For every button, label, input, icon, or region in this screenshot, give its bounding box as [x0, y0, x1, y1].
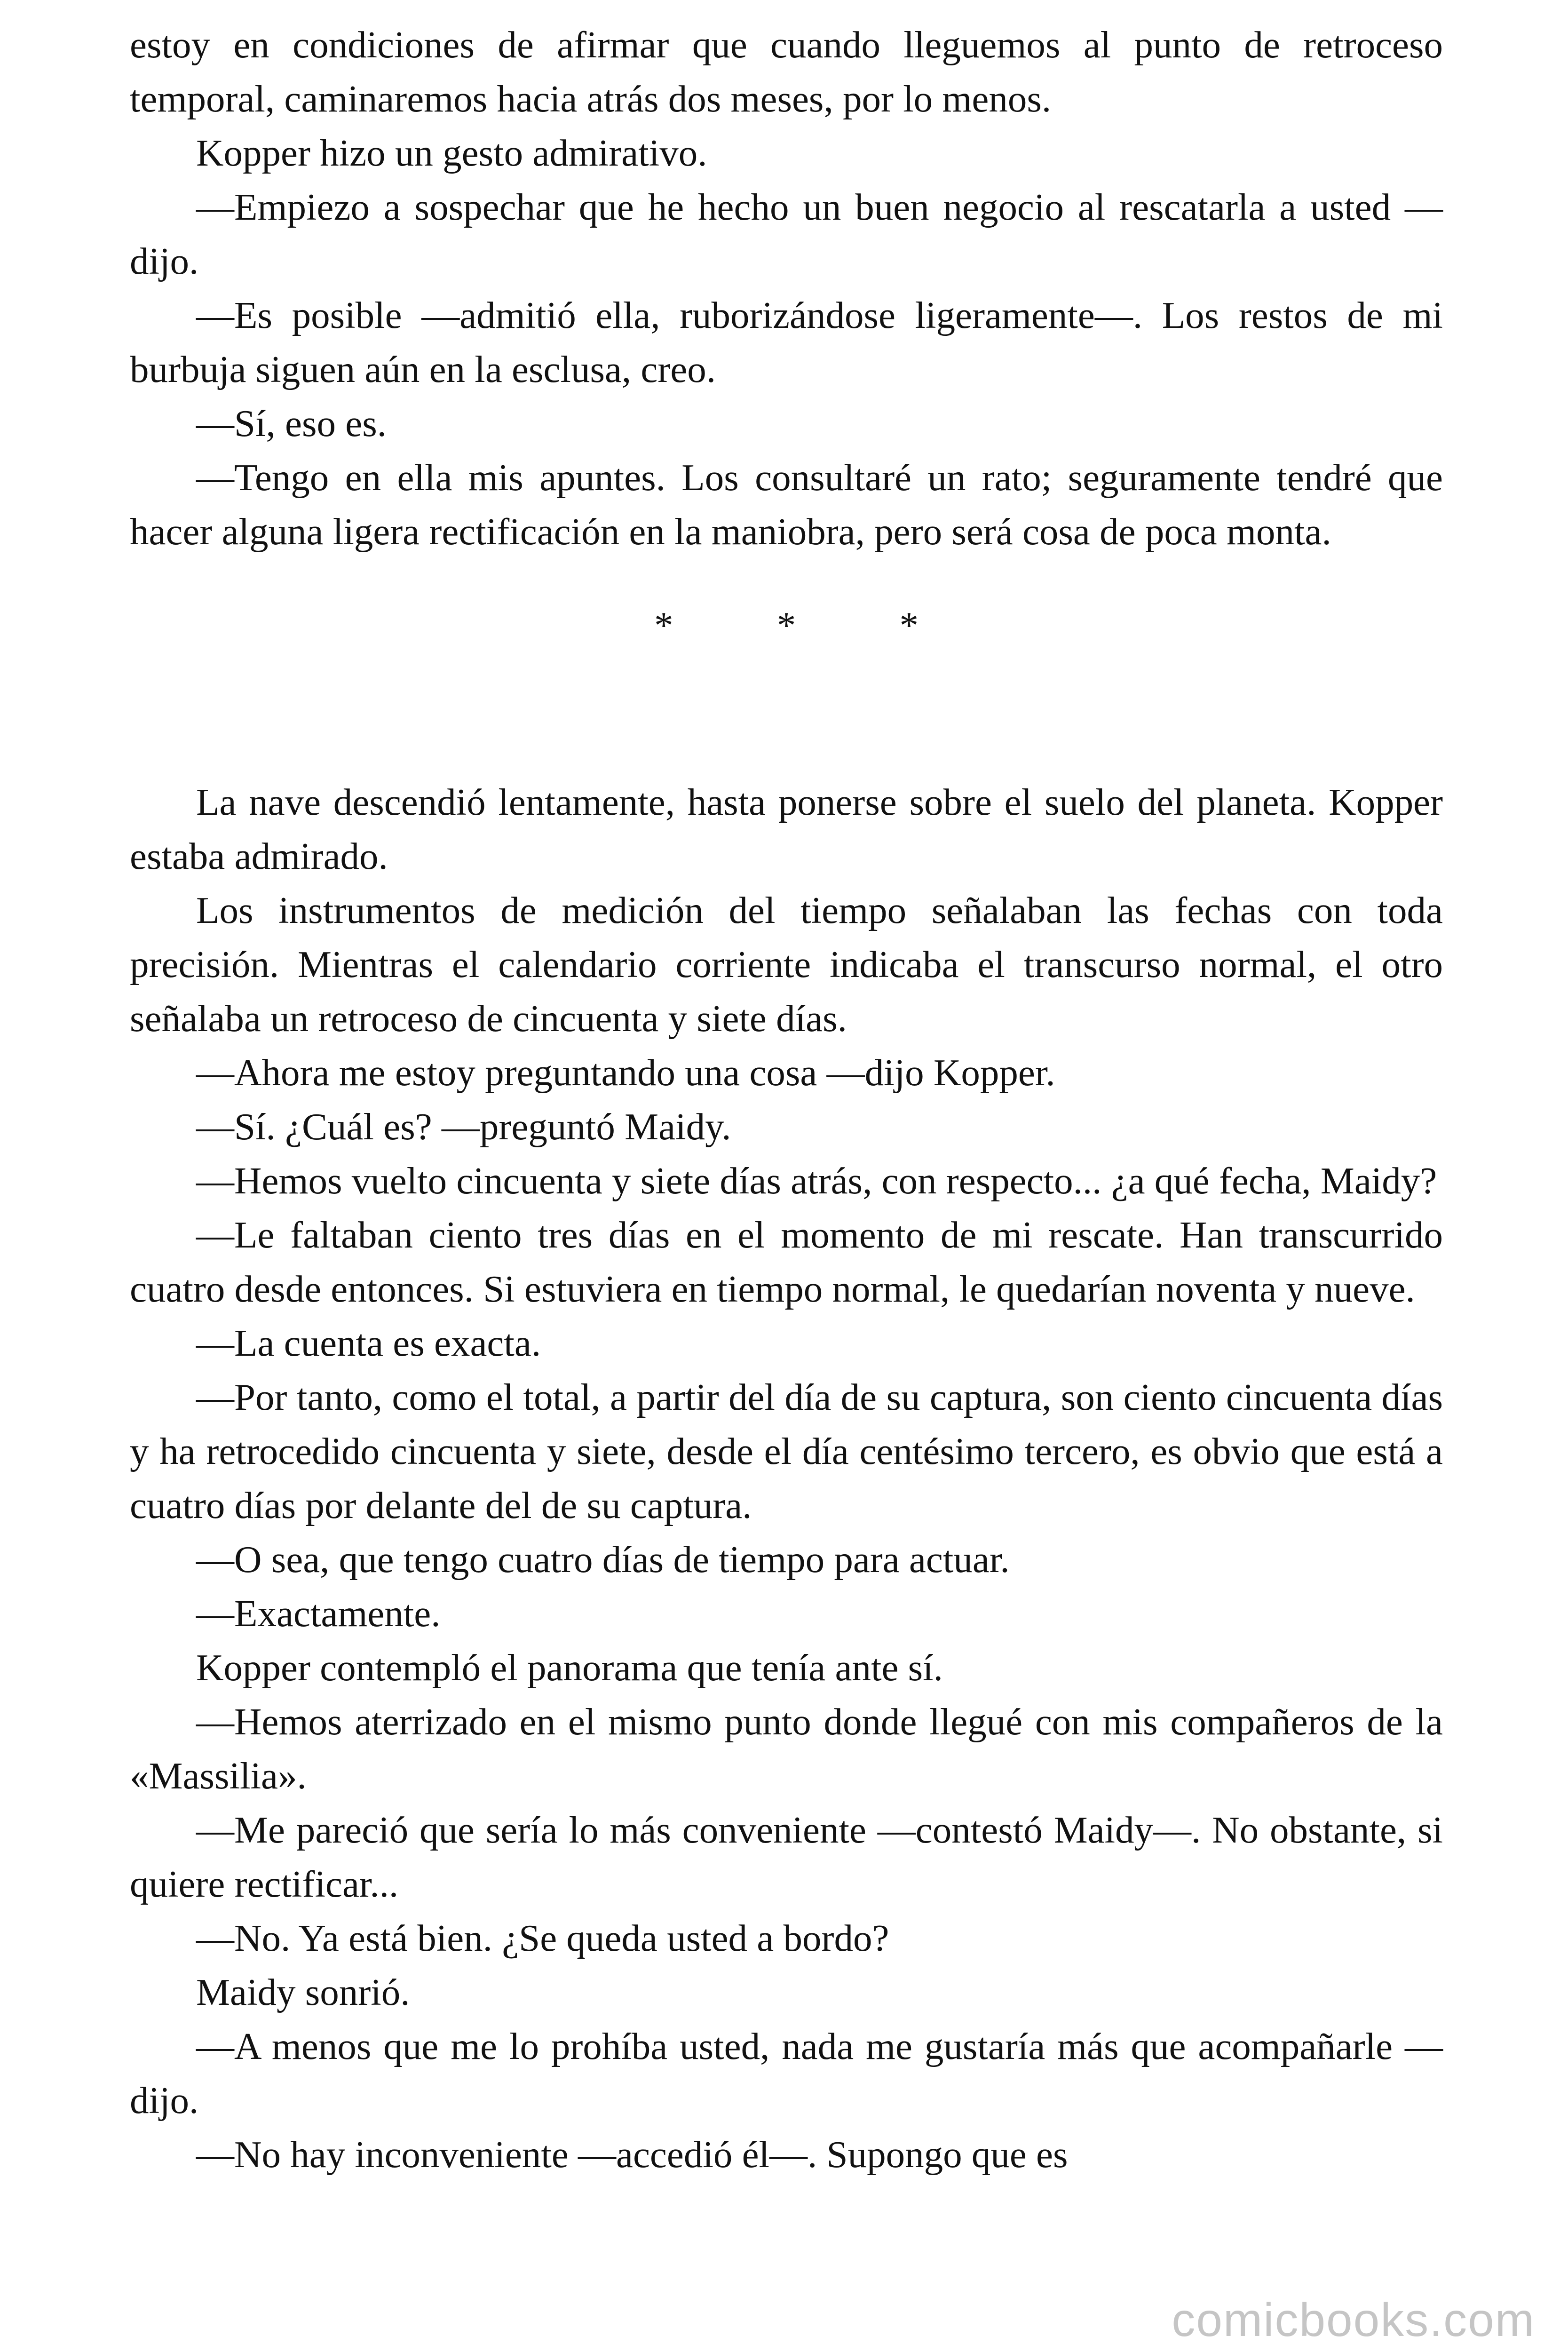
paragraph: Los instrumentos de medición del tiempo señalaban las fechas con toda precisión. Mientras el calendario corriente indicaba el transcurso normal, el otro señalaba un retroceso de cincuenta y siete días.	[130, 889, 1443, 1040]
paragraph: —Exactamente.	[196, 1592, 441, 1635]
page-text	[130, 18, 1443, 2182]
paragraph: —La cuenta es exacta.	[196, 1322, 541, 1364]
paragraph: —Le faltaban ciento tres días en el momento de mi rescate. Han transcurrido cuatro desde entonces. Si estuviera en tiempo normal, le quedarían noventa y nueve.	[130, 1214, 1443, 1310]
paragraph: estoy en condiciones de afirmar que cuando lleguemos al punto de retroceso temporal, caminaremos hacia atrás dos meses, por lo menos.	[130, 24, 1443, 120]
paragraph: —Es posible —admitió ella, ruborizándose ligeramente—. Los restos de mi burbuja siguen aún en la esclusa, creo.	[130, 294, 1443, 390]
watermark: comicbooks.com	[1172, 2294, 1535, 2346]
paragraph: Maidy sonrió.	[196, 1971, 410, 2013]
paragraph: —Por tanto, como el total, a partir del día de su captura, son ciento cincuenta días y ha retrocedido cincuenta y siete, desde el día centésimo tercero, es obvio que está a cuatro días por delante del de su captura.	[130, 1376, 1443, 1526]
paragraph: —Hemos vuelto cincuenta y siete días atrás, con respecto... ¿a qué fecha, Maidy?	[196, 1160, 1437, 1202]
paragraph: —Hemos aterrizado en el mismo punto donde llegué con mis compañeros de la «Massilia».	[130, 1700, 1443, 1797]
paragraph: —Sí. ¿Cuál es? —preguntó Maidy.	[196, 1105, 731, 1148]
paragraph: —Empiezo a sospechar que he hecho un buen negocio al rescatarla a usted —dijo.	[130, 186, 1443, 282]
paragraph: —Ahora me estoy preguntando una cosa —dijo Kopper.	[196, 1051, 1055, 1094]
paragraph: —A menos que me lo prohíba usted, nada me gustaría más que acompañarle —dijo.	[130, 2025, 1443, 2122]
section-break	[130, 559, 1443, 775]
section-break-stars: * * *	[654, 604, 966, 646]
paragraph: —Me pareció que sería lo más conveniente —contestó Maidy—. No obstante, si quiere rectificar...	[130, 1809, 1443, 1905]
paragraph: —No. Ya está bien. ¿Se queda usted a bordo?	[196, 1917, 889, 1959]
paragraph: —No hay inconveniente —accedió él—. Supongo que es	[196, 2133, 1068, 2176]
paragraph: —Tengo en ella mis apuntes. Los consultaré un rato; seguramente tendré que hacer alguna ligera rectificación en la maniobra, pero será cosa de poca monta.	[130, 456, 1443, 553]
paragraph: —O sea, que tengo cuatro días de tiempo para actuar.	[196, 1538, 1010, 1581]
paragraph: La nave descendió lentamente, hasta ponerse sobre el suelo del planeta. Kopper estaba admirado.	[130, 781, 1443, 877]
paragraph: Kopper contempló el panorama que tenía ante sí.	[196, 1646, 943, 1689]
paragraph: —Sí, eso es.	[196, 402, 387, 445]
paragraph: Kopper hizo un gesto admirativo.	[196, 132, 707, 174]
